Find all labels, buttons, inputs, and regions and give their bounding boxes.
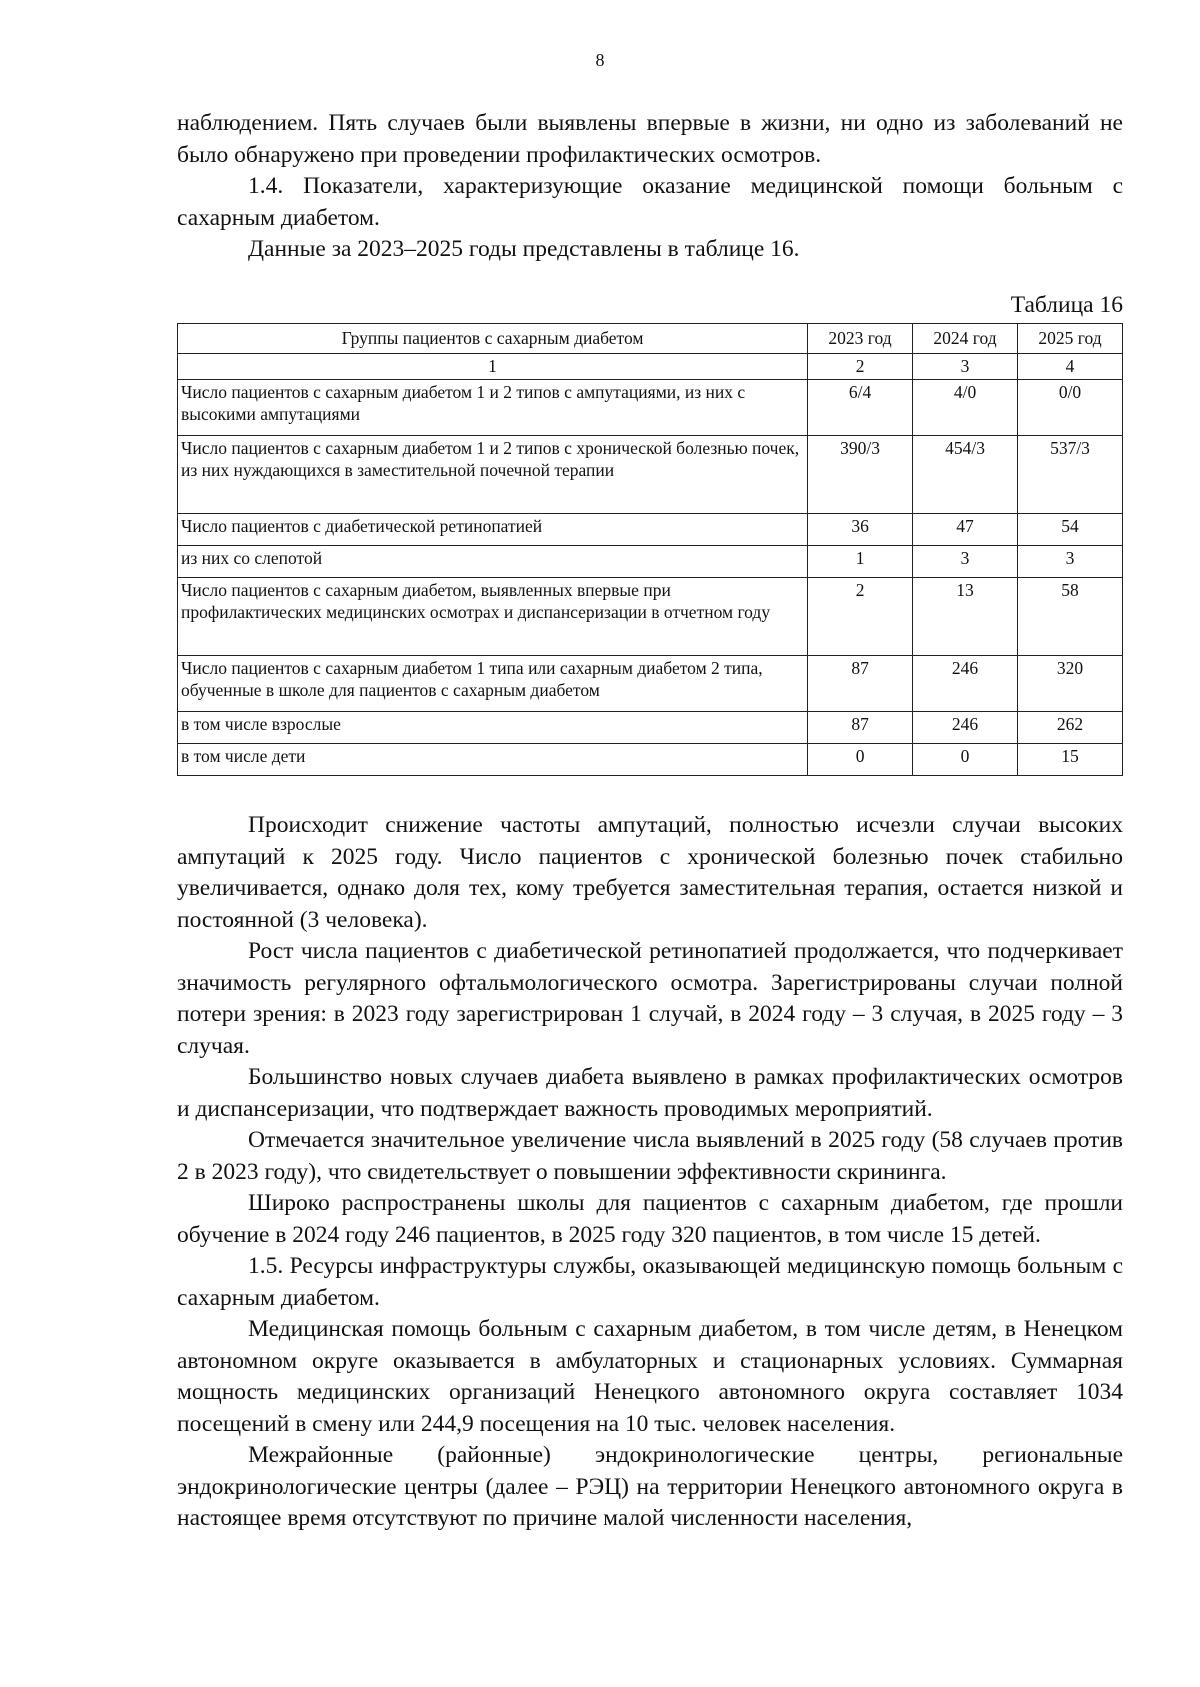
- row-label: Число пациентов с сахарным диабетом 1 и 2 типов с хронической болезнью почек, из них нуждающихся в заместительной почечной терапии: [178, 436, 808, 514]
- value-2024: 246: [913, 656, 1018, 712]
- column-number-1: 1: [178, 353, 808, 380]
- table-row: [178, 578, 1123, 656]
- value-2023: 87: [808, 656, 913, 712]
- header-2023: 2023 год: [808, 324, 913, 354]
- value-2023: 87: [808, 712, 913, 744]
- section-heading-1-4: 1.4. Показатели, характеризующие оказание медицинской помощи больным с сахарным диабетом.: [177, 173, 1123, 231]
- row-label: Число пациентов с диабетической ретинопатией: [178, 514, 808, 546]
- value-2024: 3: [913, 546, 1018, 578]
- row-label: из них со слепотой: [178, 546, 808, 578]
- value-2023: 2: [808, 578, 913, 656]
- page-number: 8: [595, 50, 605, 70]
- table-row: [178, 744, 1123, 776]
- column-number-2: 2: [808, 353, 913, 380]
- value-2025: 320: [1018, 656, 1123, 712]
- table-row: [178, 712, 1123, 744]
- table-header-row: [178, 324, 1123, 354]
- value-2023: 36: [808, 514, 913, 546]
- body-paragraph-7: Медицинская помощь больным с сахарным диабетом, в том числе детям, в Ненецком автономном округе оказывается в амбулаторных и стационарных условиях. Суммарная мощность медицинских организаций Ненецкого автономного округа составляет 1034 посещений в смену или 244,9 посещения на 10 тыс. человек населения.: [177, 1316, 1123, 1437]
- table-row: [178, 380, 1123, 436]
- value-2023: 6/4: [808, 380, 913, 436]
- value-2025: 262: [1018, 712, 1123, 744]
- section-heading-1-5: 1.5. Ресурсы инфраструктуры службы, оказывающей медицинскую помощь больным с сахарным диабетом.: [177, 1253, 1123, 1311]
- table-column-numbers-row: [178, 353, 1123, 380]
- value-2025: 58: [1018, 578, 1123, 656]
- header-groups: Группы пациентов с сахарным диабетом: [178, 324, 808, 354]
- body-paragraph-1: Происходит снижение частоты ампутаций, полностью исчезли случаи высоких ампутаций к 2025 году. Число пациентов с хронической болезнью почек стабильно увеличивается, однако доля тех, кому требуется заместительная терапия, остается низкой и постоянной (3 человека).: [177, 812, 1123, 933]
- table-row: [178, 514, 1123, 546]
- body-paragraph-5: Широко распространены школы для пациентов с сахарным диабетом, где прошли обучение в 2024 году 246 пациентов, в 2025 году 320 пациентов, в том числе 15 детей.: [177, 1190, 1123, 1248]
- table-row: [178, 546, 1123, 578]
- value-2023: 390/3: [808, 436, 913, 514]
- value-2023: 0: [808, 744, 913, 776]
- intro-paragraph-1: наблюдением. Пять случаев были выявлены впервые в жизни, ни одно из заболеваний не было обнаружено при проведении профилактических осмотров.: [177, 110, 1123, 168]
- intro-text: [177, 108, 1123, 266]
- column-number-3: 3: [913, 353, 1018, 380]
- row-label: Число пациентов с сахарным диабетом 1 типа или сахарным диабетом 2 типа, обученные в школе для пациентов с сахарным диабетом: [178, 656, 808, 712]
- value-2023: 1: [808, 546, 913, 578]
- value-2024: 47: [913, 514, 1018, 546]
- value-2025: 3: [1018, 546, 1123, 578]
- body-paragraph-2: Рост числа пациентов с диабетической ретинопатией продолжается, что подчеркивает значимость регулярного офтальмологического осмотра. Зарегистрированы случаи полной потери зрения: в 2023 году зарегистрирован 1 случай, в 2024 году – 3 случая, в 2025 году – 3 случая.: [177, 938, 1123, 1059]
- column-number-4: 4: [1018, 353, 1123, 380]
- body-paragraph-4: Отмечается значительное увеличение числа выявлений в 2025 году (58 случаев против 2 в 2023 году), что свидетельствует о повышении эффективности скрининга.: [177, 1127, 1123, 1185]
- row-label: Число пациентов с сахарным диабетом 1 и 2 типов с ампутациями, из них с высокими ампутациями: [178, 380, 808, 436]
- table-row: [178, 656, 1123, 712]
- value-2025: 0/0: [1018, 380, 1123, 436]
- body-text: [177, 810, 1123, 1535]
- value-2024: 0: [913, 744, 1018, 776]
- diabetes-stats-table: [177, 323, 1123, 776]
- header-2024: 2024 год: [913, 324, 1018, 354]
- body-paragraph-8: Межрайонные (районные) эндокринологические центры, региональные эндокринологические центры (далее – РЭЦ) на территории Ненецкого автономного округа в настоящее время отсутствуют по причине малой численности населения,: [177, 1442, 1123, 1531]
- value-2025: 54: [1018, 514, 1123, 546]
- value-2024: 13: [913, 578, 1018, 656]
- value-2024: 4/0: [913, 380, 1018, 436]
- value-2025: 537/3: [1018, 436, 1123, 514]
- value-2024: 454/3: [913, 436, 1018, 514]
- table-caption: Таблица 16: [1010, 292, 1123, 318]
- header-2025: 2025 год: [1018, 324, 1123, 354]
- table-row: [178, 436, 1123, 514]
- value-2024: 246: [913, 712, 1018, 744]
- intro-paragraph-3: Данные за 2023–2025 годы представлены в таблице 16.: [248, 236, 800, 262]
- row-label: в том числе дети: [178, 744, 808, 776]
- body-paragraph-3: Большинство новых случаев диабета выявлено в рамках профилактических осмотров и диспансеризации, что подтверждает важность проводимых мероприятий.: [177, 1064, 1123, 1122]
- row-label: в том числе взрослые: [178, 712, 808, 744]
- value-2025: 15: [1018, 744, 1123, 776]
- row-label: Число пациентов с сахарным диабетом, выявленных впервые при профилактических медицинских осмотрах и диспансеризации в отчетном году: [178, 578, 808, 656]
